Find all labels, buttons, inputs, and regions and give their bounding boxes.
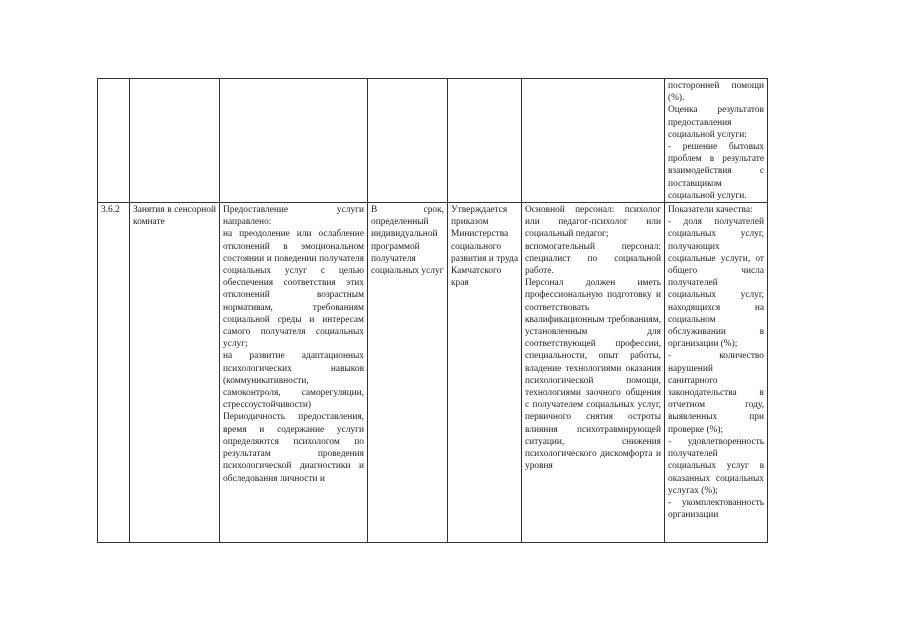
cell-term: В срок, определенный индивидуальной программой получателя социальных услуг <box>368 203 448 543</box>
conditions-paragraph: Персонал должен иметь профессиональную подготовку и соответствовать квалификационным требованиям, установленным для соответствующей профессии, специальности, опыт работы, владение технологиями оказания психологической помощи, технологиями заочного общения с получателем социальных услуг, первичного снятия остроты влияния психотравмирующей ситуации, снижения психологического дискомфорта и уровня <box>525 278 661 472</box>
quality-line: - количество нарушений санитарного законодательства в отчетном году, выявленных при проверке (%); <box>668 351 764 435</box>
cell-tariff: Утверждается приказом Министерства социального развития и труда Камчатского края <box>448 203 522 543</box>
cell-service-name: Занятия в сенсорной комнате <box>130 203 220 543</box>
cell-quality-continued <box>665 79 768 203</box>
cell-number: 3.6.2 <box>98 203 130 543</box>
conditions-paragraph: вспомогательный персонал: специалист по социальной работе. <box>525 241 661 277</box>
quality-line: Показатели качества: <box>668 205 753 216</box>
criteria-line: посторонней помощи (%). <box>668 81 764 104</box>
description-paragraph: Предоставление услуги направлено: <box>223 205 364 228</box>
cell-description-empty <box>220 79 368 203</box>
quality-line: - удовлетворенность получателей социальных услуг в оказанных социальных услугах (%); <box>668 436 764 496</box>
quality-line: - укомплектованность организации <box>668 497 764 521</box>
table-row-3-6-2 <box>98 203 768 543</box>
cell-number-empty <box>98 79 130 203</box>
criteria-line: Оценка результатов предоставления социальной услуги: <box>668 105 764 140</box>
cell-term-empty <box>368 79 448 203</box>
table-row-continued <box>98 79 768 203</box>
cell-quality <box>665 203 768 543</box>
description-paragraph: на преодоление или ослабление отклонений в эмоциональном состоянии и поведении получателя социальных услуг с целью обеспечения соответствия этих отклонений возрастным нормативам, требованиям социальной среды и интересам самого получателя социальных услуг; <box>223 229 364 350</box>
quality-line: - доля получателей социальных услуг, получающих социальные услуги, от общего числа получателей социальных услуг, находящихся на социальном обслуживании в организации (%); <box>668 217 764 350</box>
cell-tariff-empty <box>448 79 522 203</box>
description-paragraph: на развитие адаптационных психологических навыков (коммуникативности, самоконтроля, саморегуляции, стрессоустойчивости) <box>223 351 364 411</box>
cell-name-empty <box>130 79 220 203</box>
description-paragraph: Периодичность предоставления, время и содержание услуги определяются психологом по результатам проведения психологической диагностики и обследования личности и <box>223 412 364 484</box>
cell-conditions-empty <box>522 79 665 203</box>
conditions-paragraph: Основной персонал: психолог или педагог-психолог или социальный педагог; <box>525 205 661 240</box>
criteria-line: - решение бытовых проблем в результате взаимодействия с поставщиком социальной услуги. <box>668 142 764 201</box>
services-table <box>97 78 768 543</box>
cell-description <box>220 203 368 543</box>
cell-conditions <box>522 203 665 543</box>
